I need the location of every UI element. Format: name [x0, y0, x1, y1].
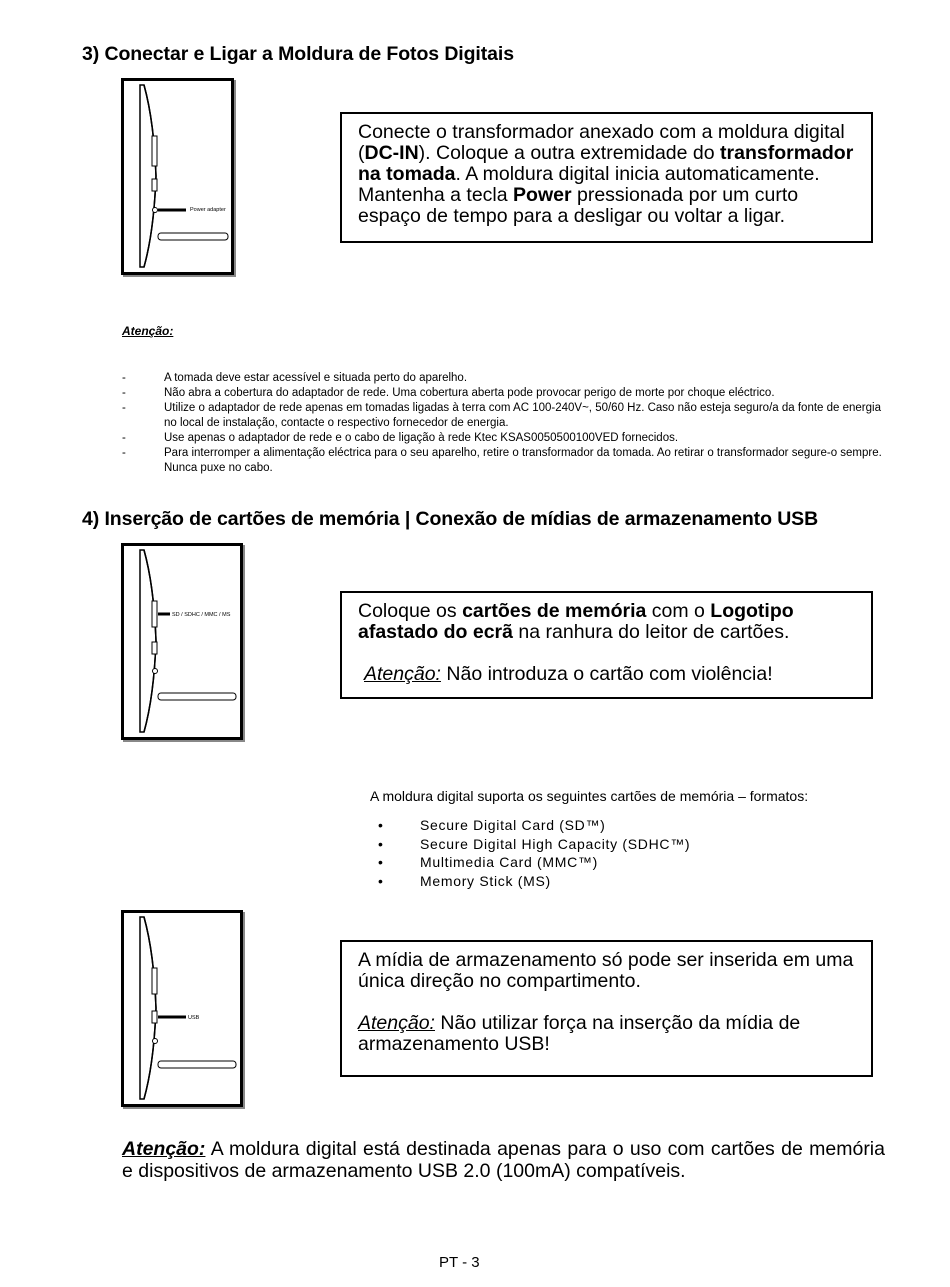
power-adapter-label: Power adapter	[190, 207, 226, 213]
section-4-heading: 4) Inserção de cartões de memória | Conexão de mídias de armazenamento USB	[82, 508, 819, 530]
attention-label: Atenção:	[122, 324, 174, 338]
formats-list	[376, 816, 690, 890]
list-item: - A tomada deve estar acessível e situada perto do aparelho.	[122, 371, 882, 386]
page-number: PT - 3	[439, 1254, 480, 1271]
section-3-instruction-box: Conecte o transformador anexado com a moldura digital (DC-IN). Coloque a outra extremidade do transformador na tomada. A moldura digital inicia automaticamente. Mantenha a tecla Power pressionada por um curto espaço de tempo para a desligar ou voltar a ligar.	[340, 112, 873, 243]
warnings-list	[122, 371, 882, 476]
frame-side-figure-card	[121, 543, 243, 740]
frame-side-figure-usb	[121, 910, 243, 1107]
usb-label: USB	[188, 1015, 200, 1021]
list-item: - Utilize o adaptador de rede apenas em tomadas ligadas à terra com AC 100-240V~, 50/60 Hz. Caso não esteja seguro/a da fonte de energia no local de instalação, contacte o respectivo fornecedor de energia.	[122, 401, 882, 431]
list-item: • Secure Digital Card (SD™)	[378, 817, 606, 833]
list-item: • Multimedia Card (MMC™)	[378, 854, 598, 870]
list-item: - Para interromper a alimentação eléctrica para o seu aparelho, retire o transformador da tomada. Ao retirar o transformador segure-o sempre. Nunca puxe no cabo.	[122, 446, 882, 476]
list-item: • Memory Stick (MS)	[378, 872, 551, 889]
card-slot-label: SD / SDHC / MMC / MS	[172, 612, 231, 618]
frame-side-illustration	[124, 546, 240, 737]
frame-side-figure-power	[121, 78, 234, 275]
section-4-card-box: Coloque os cartões de memória com o Logotipo afastado do ecrã na ranhura do leitor de cartões. Atenção: Não introduza o cartão com violência!	[340, 591, 873, 699]
frame-side-illustration	[124, 913, 240, 1104]
section-4-usb-box: A mídia de armazenamento só pode ser inserida em uma única direção no compartimento. Atenção: Não utilizar força na inserção da mídia de armazenamento USB!	[340, 940, 873, 1077]
frame-side-illustration	[124, 81, 231, 272]
section-3-heading: 3) Conectar e Ligar a Moldura de Fotos Digitais	[82, 43, 514, 65]
list-item: - Não abra a cobertura do adaptador de rede. Uma cobertura aberta pode provocar perigo de morte por choque eléctrico.	[122, 386, 882, 401]
formats-intro: A moldura digital suporta os seguintes cartões de memória – formatos:	[370, 788, 809, 804]
list-item: - Use apenas o adaptador de rede e o cabo de ligação à rede Ktec KSAS0050500100VED fornecidos.	[122, 431, 882, 446]
list-item: • Secure Digital High Capacity (SDHC™)	[378, 835, 691, 852]
final-attention-note: Atenção: A moldura digital está destinada apenas para o uso com cartões de memória e dispositivos de armazenamento USB 2.0 (100mA) compatíveis.	[122, 1138, 885, 1182]
